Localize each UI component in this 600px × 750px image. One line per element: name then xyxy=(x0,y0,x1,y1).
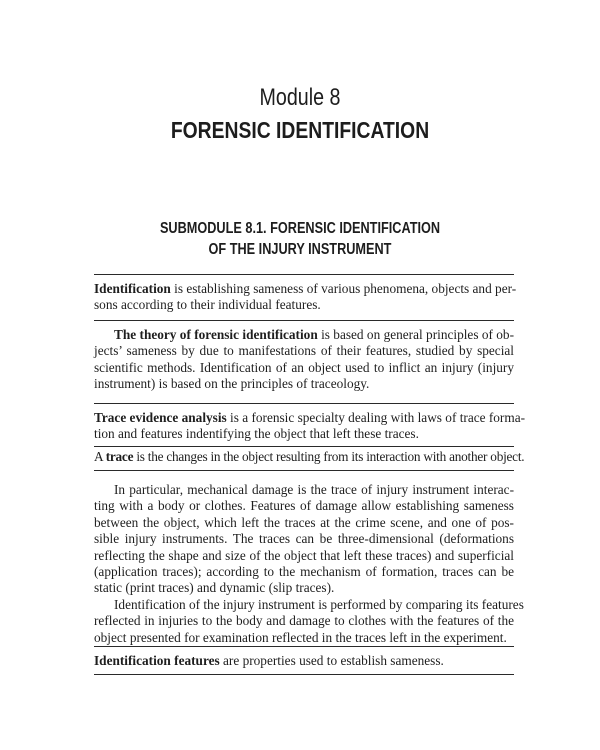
text-line: Identification of the injury instrument is performed by comparing its features xyxy=(114,596,524,612)
divider xyxy=(94,446,514,447)
text-line: between the object, which left the traces at the crime scene, and one of pos- xyxy=(94,514,514,530)
identification-features-definition: Identification features are properties used to establish sameness. xyxy=(94,653,444,668)
term-theory: The theory of forensic identification xyxy=(114,327,318,342)
term-identification: Identification xyxy=(94,281,171,296)
text-line: object presented for examination reflected in the traces left in the experiment. xyxy=(94,629,507,645)
text-line: (application traces); according to the mechanism of formation, traces can be xyxy=(94,564,514,580)
text-line: sible injury instruments. The traces can be three-dimensional (deformations xyxy=(94,531,514,547)
module-label: Module 8 xyxy=(259,84,341,111)
divider xyxy=(94,674,514,675)
text-line: reflected in injuries to the body and damage to clothes with the features of the xyxy=(94,613,514,629)
module-title: FORENSIC IDENTIFICATION xyxy=(170,117,430,143)
divider xyxy=(94,320,514,321)
submodule-title-line-2: OF THE INJURY INSTRUMENT xyxy=(208,241,392,258)
text-line: ting with a body or clothes. Features of damage allow establishing sameness xyxy=(94,498,514,514)
submodule-title xyxy=(54,218,546,260)
trace-definition: A trace is the changes in the object resulting from its interaction with another object. xyxy=(94,449,525,464)
divider xyxy=(94,403,514,404)
theory-paragraph: The theory of forensic identification is based on general principles of ob- jects’ sameness by due to manifestations of their features, studied by special scientific methods. Identification of an object used to inflict an injury (injury instrument) is based on the principles of traceology. xyxy=(94,327,514,392)
divider xyxy=(94,646,514,647)
term-identification-features: Identification features xyxy=(94,653,220,668)
submodule-title-line-1: SUBMODULE 8.1. FORENSIC IDENTIFICATION xyxy=(159,220,441,237)
text-line: In particular, mechanical damage is the trace of injury instrument interac- xyxy=(114,482,514,497)
identification-definition: Identification is establishing sameness of various phenomena, objects and per- sons according to their individual features. xyxy=(94,281,517,313)
mechanical-damage-text xyxy=(94,482,524,646)
divider xyxy=(94,470,514,471)
divider xyxy=(94,274,514,275)
text-line: static (print traces) and dynamic (slip traces). xyxy=(94,580,335,596)
text-line: reflecting the shape and size of the object that left these traces) and superficial xyxy=(94,547,514,563)
trace-analysis-definition: Trace evidence analysis is a forensic specialty dealing with laws of trace forma- tion and features indentifying the object that left these traces. xyxy=(94,410,526,442)
term-trace-evidence-analysis: Trace evidence analysis xyxy=(94,410,227,425)
term-trace: trace xyxy=(105,449,134,464)
